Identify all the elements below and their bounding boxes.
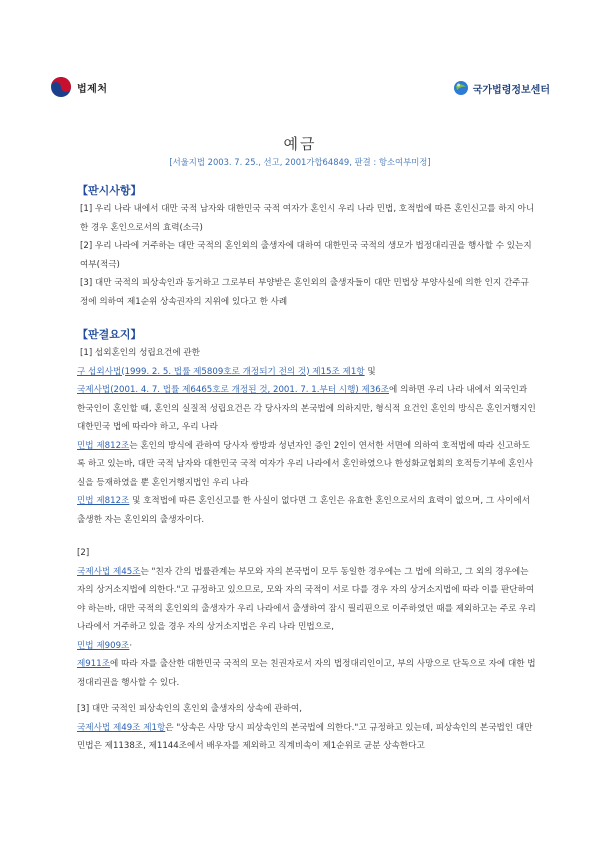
document-title: 예금 [283,135,317,153]
law-link[interactable]: 민법 제812조 [77,496,130,506]
summary-p1-intro: [1] 섭외혼인의 성립요건에 관한 [80,348,200,358]
text-run: 는 혼인의 방식에 관하여 당사자 쌍방과 성년자인 증인 2인이 연서한 서면에 의하여 호적법에 따라 신고하도록 하고 있는바, 대만 국적 남자와 대한민국 국적 여자가 우리 나라에서 혼인하였으나 한성화교협회의 호적등기부에 혼인사실을 등재하였을 뿐 혼인거행지법인 우리 나라 [77,440,534,488]
law-link[interactable]: 국제사법(2001. 4. 7. 법률 제6465호로 개정된 것, 2001. 7. 1.부터 시행) 제36조 [77,385,390,395]
law-link[interactable]: 구 섭외사법(1999. 2. 5. 법률 제5809호로 개정되기 전의 것) 제15조 제1항 [77,366,365,377]
issues-heading: 【판시사항】 [77,184,142,197]
summary-paragraph-1 [77,363,537,530]
summary-p3-intro: [3] 대만 국적인 피상속인의 혼인외 출생자의 상속에 관하여, [77,704,302,714]
law-info-center-logo[interactable] [453,80,550,96]
issue-item: [3] 대만 국적의 피상속인과 동거하고 그로부터 부양받은 혼인외의 출생자들이 대만 민법상 부양사실에 의한 인지 간주규정에 의하여 제1순위 상속권자의 지위에 있다고 한 사례 [80,278,529,307]
text-run: 에 따라 자를 출산한 대한민국 국적의 모는 친권자로서 자의 법정대리인이고, 부의 사망으로 단독으로 자에 대한 법정대리권을 행사할 수 있다. [77,659,536,688]
issue-item: [2] 우리 나라에 거주하는 대만 국적의 혼인외의 출생자에 대하여 대한민국 국적의 생모가 법정대리권을 행사할 수 있는지 여부(적극) [80,241,532,270]
law-link[interactable]: 제911조 [77,659,111,669]
summary-heading: 【판결요지】 [77,328,142,341]
document-body [77,182,537,756]
text-run: 는 "친자 간의 법률관계는 부모와 자의 본국법이 모두 동일한 경우에는 그 법에 의하고, 그 외의 경우에는 자의 상거소지법에 의한다."고 규정하고 있으므로, 모와 자의 국적이 서로 다를 경우 자의 상거소지법에 따라 이를 판단하여야 하는바, 대만 국적의 혼인외의 출생자가 우리 나라에서 출생하여 잠시 필리핀으로 이주하였던 때를 제외하고는 주로 우리 나라에서 거주하고 있을 경우 자의 상거소지법은 우리 나라 민법으로, [77,566,536,632]
text-run: 및 [364,366,376,377]
text-run: · [129,640,133,651]
globe-icon [453,80,469,96]
issue-item: [1] 우리 나라 내에서 대만 국적 남자와 대한민국 국적 여자가 혼인시 우리 나라 민법, 호적법에 따른 혼인신고를 하지 아니한 경우 혼인으로서의 효력(소극) [80,204,535,233]
summary-paragraph-2 [77,563,537,693]
moleg-logo-text: 법제처 [77,83,108,95]
summary-paragraph-3 [77,719,537,756]
law-info-center-text: 국가법령정보센터 [472,84,550,96]
taegeuk-emblem-icon [50,76,72,98]
law-link[interactable]: 민법 제812조 [77,440,130,451]
law-link[interactable]: 국제사법 제45조 [77,566,141,577]
summary-p2-num: [2] [77,548,90,558]
case-info: [서울지법 2003. 7. 25., 선고, 2001가합64849, 판결 : 항소여부미정] [169,157,431,167]
law-link[interactable]: 국제사법 제49조 제1항 [77,722,166,733]
text-run: 및 호적법에 따른 혼인신고를 한 사실이 없다면 그 혼인은 유효한 혼인으로서의 효력이 없으며, 그 사이에서 출생한 자는 혼인외의 출생자이다. [77,496,531,525]
moleg-logo[interactable] [50,76,107,98]
page-header [0,0,600,110]
text-run: 은 "상속은 사망 당시 피상속인의 본국법에 의한다."고 규정하고 있는데, 피상속인의 본국법인 대만 민법은 제1138조, 제1144조에서 배우자를 제외하고 직계비속이 제1순위로 균분 상속한다고 [77,722,533,751]
text-run: 에 의하면 우리 나라 내에서 외국인과 한국인이 혼인할 때, 혼인의 실질적 성립요건은 각 당사자의 본국법에 의하지만, 형식적 요건인 혼인의 방식은 혼인거행지인 대한민국 법에 따라야 하고, 우리 나라 [77,385,536,432]
law-link[interactable]: 민법 제909조 [77,640,130,651]
